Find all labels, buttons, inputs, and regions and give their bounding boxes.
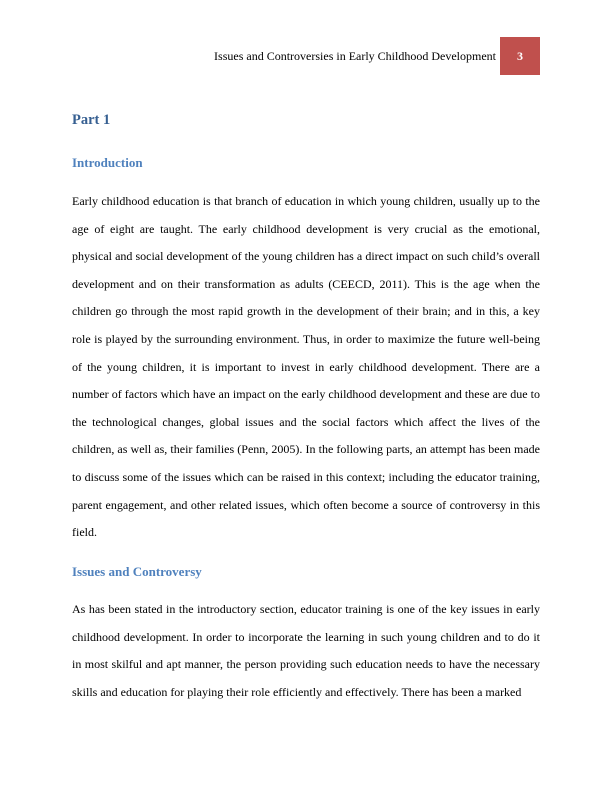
introduction-paragraph: Early childhood education is that branch of education in which young children, usually up to the age of eight are taught. The early childhood development is very crucial as the emotional, physical and social development of the young children has a direct impact on such child’s overall development and on their transformation as adults (CEECD, 2011). This is the age when the children go through the most rapid growth in the development of their brain; and in this, a key role is played by the surrounding environment. Thus, in order to maximize the future well-being of the young children, it is important to invest in early childhood development. There are a number of factors which have an impact on the early childhood development and these are due to the technological changes, global issues and the social factors which affect the lives of the children, as well as, their families (Penn, 2005). In the following parts, an attempt has been made to discuss some of the issues which can be raised in this context; including the educator training, parent engagement, and other related issues, which often become a source of controversy in this field. — [72, 194, 540, 540]
issues-heading: Issues and Controversy — [72, 564, 202, 579]
running-header-title: Issues and Controversies in Early Childhood Development — [214, 49, 496, 63]
introduction-heading: Introduction — [72, 155, 143, 170]
part-heading: Part 1 — [72, 112, 111, 128]
page-number-badge: 3 — [500, 37, 540, 75]
issues-paragraph: As has been stated in the introductory section, educator training is one of the key issues in early childhood development. In order to incorporate the learning in such young children and to do it in most skilful and apt manner, the person providing such education needs to have the necessary skills and education for playing their role efficiently and effectively. There has been a marked — [72, 602, 540, 699]
